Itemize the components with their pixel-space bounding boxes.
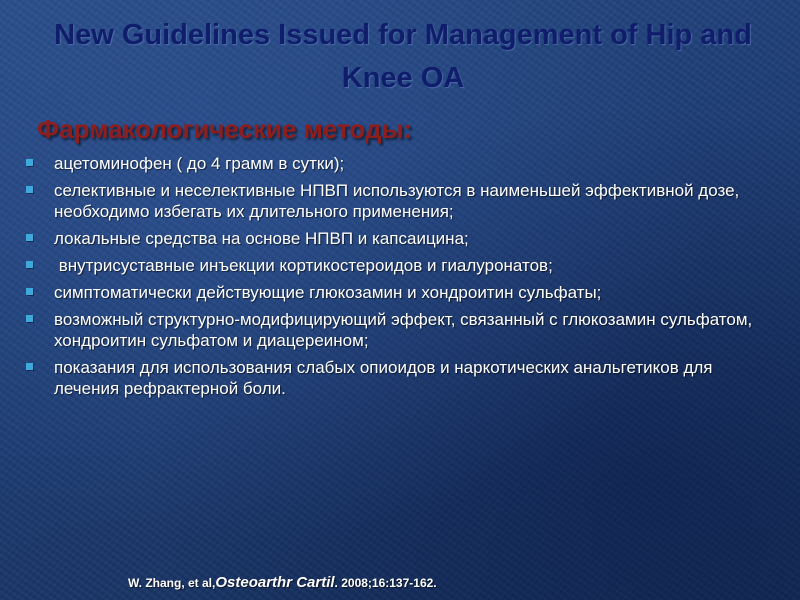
bullet-text: симптоматически действующие глюкозамин и хондроитин сульфаты;: [54, 283, 602, 302]
bullet-item: [22, 357, 782, 399]
bullet-item: [22, 282, 782, 303]
bullet-list: [22, 153, 782, 405]
citation-journal: Osteoarthr Cartil: [215, 574, 335, 591]
bullet-item: [22, 255, 782, 276]
slide-title: New Guidelines Issued for Management of Hip and Knee OA: [54, 19, 752, 94]
bullet-text: показания для использования слабых опиоидов и наркотических анальгетиков для лечения рефрактерной боли.: [54, 358, 713, 398]
bullet-item: [22, 180, 782, 222]
bullet-item: [22, 153, 782, 174]
square-bullet-icon: [26, 288, 33, 295]
slide-subtitle: Фармакологические методы:: [37, 114, 413, 144]
citation-authors: W. Zhang, et al,: [128, 576, 216, 590]
bullet-text: внутрисуставные инъекции кортикостероидов и гиалуронатов;: [54, 256, 553, 275]
square-bullet-icon: [26, 186, 33, 193]
square-bullet-icon: [26, 363, 33, 370]
bullet-item: [22, 228, 782, 249]
bullet-text: локальные средства на основе НПВП и капсаицина;: [54, 229, 469, 248]
square-bullet-icon: [26, 315, 33, 322]
bullet-text: ацетоминофен ( до 4 грамм в сутки);: [54, 154, 345, 173]
square-bullet-icon: [26, 234, 33, 241]
square-bullet-icon: [26, 261, 33, 268]
square-bullet-icon: [26, 159, 33, 166]
citation-details: . 2008;16:137-162.: [334, 576, 437, 590]
bullet-item: [22, 309, 782, 351]
bullet-text: селективные и неселективные НПВП используются в наименьшей эффективной дозе, необходимо избегать их длительного применения;: [54, 181, 740, 221]
bullet-text: возможный структурно-модифицирующий эффект, связанный с глюкозамин сульфатом, хондроитин сульфатом и диацереином;: [54, 310, 753, 350]
citation: [128, 574, 437, 591]
